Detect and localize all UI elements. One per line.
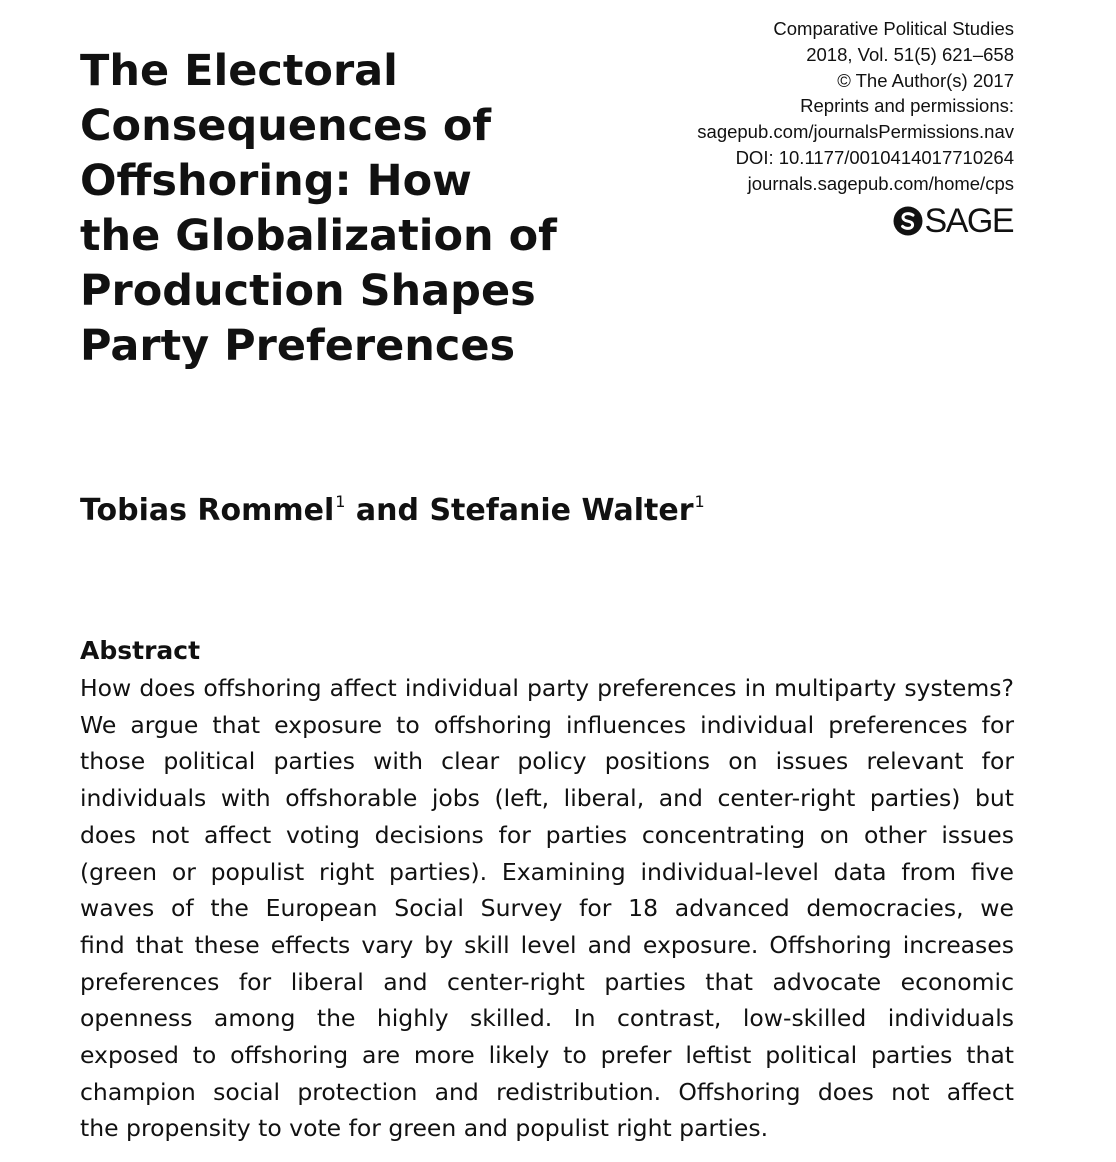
- abstract-line: We argue that exposure to offshoring influences individual preferences for: [80, 710, 1014, 739]
- article-title: [80, 44, 600, 374]
- title-line: Production Shapes: [80, 266, 536, 316]
- copyright: © The Author(s) 2017: [837, 69, 1014, 91]
- author-connector: and: [355, 493, 419, 528]
- title-line: Offshoring: How: [80, 156, 472, 206]
- authors: [80, 482, 705, 531]
- abstract-line: the propensity to vote for green and populist right parties.: [80, 1114, 769, 1143]
- doi[interactable]: DOI: 10.1177/0010414017710264: [735, 146, 1014, 168]
- title-line: Party Preferences: [80, 321, 516, 371]
- reprints-label: Reprints and permissions:: [800, 95, 1014, 117]
- permissions-link[interactable]: sagepub.com/journalsPermissions.nav: [697, 121, 1014, 143]
- abstract-line: individuals with offshorable jobs (left, liberal, and center-right parties) but: [80, 784, 1014, 813]
- abstract-heading: Abstract: [80, 636, 201, 665]
- author-name: Tobias Rommel: [80, 493, 335, 528]
- abstract-line: preferences for liberal and center-right parties that advocate economic: [80, 967, 1014, 996]
- abstract-body: [80, 670, 1014, 1147]
- affiliation-marker[interactable]: 1: [335, 492, 346, 511]
- sage-wordmark: SAGE: [924, 202, 1013, 240]
- affiliation-marker[interactable]: 1: [694, 492, 705, 511]
- abstract-line: find that these effects vary by skill level and exposure. Offshoring increases: [80, 930, 1014, 959]
- journal-name: Comparative Political Studies: [773, 18, 1014, 39]
- abstract-line: waves of the European Social Survey for 18 advanced democracies, we: [80, 894, 1014, 923]
- abstract-line: How does offshoring affect individual party preferences in multiparty systems?: [80, 674, 1014, 702]
- author-name: Stefanie Walter: [429, 493, 694, 528]
- abstract-line: exposed to offshoring are more likely to prefer leftist political parties that: [80, 1041, 1014, 1070]
- sage-s-circle-icon: [893, 206, 923, 236]
- journal-info: [594, 16, 1014, 197]
- abstract-line: those political parties with clear policy positions on issues relevant for: [80, 747, 1014, 776]
- abstract-line: (green or populist right parties). Examining individual-level data from five: [80, 857, 1014, 886]
- title-line: Consequences of: [80, 101, 492, 151]
- title-line: The Electoral: [80, 46, 398, 96]
- abstract-line: champion social protection and redistribution. Offshoring does not affect: [80, 1077, 1014, 1106]
- abstract-line: openness among the highly skilled. In contrast, low-skilled individuals: [80, 1004, 1014, 1033]
- journal-citation: 2018, Vol. 51(5) 621–658: [806, 43, 1014, 65]
- journal-home-link[interactable]: journals.sagepub.com/home/cps: [747, 172, 1014, 194]
- sage-logo: [893, 202, 1013, 240]
- abstract-line: does not affect voting decisions for parties concentrating on other issues: [80, 820, 1014, 849]
- title-line: the Globalization of: [80, 211, 557, 261]
